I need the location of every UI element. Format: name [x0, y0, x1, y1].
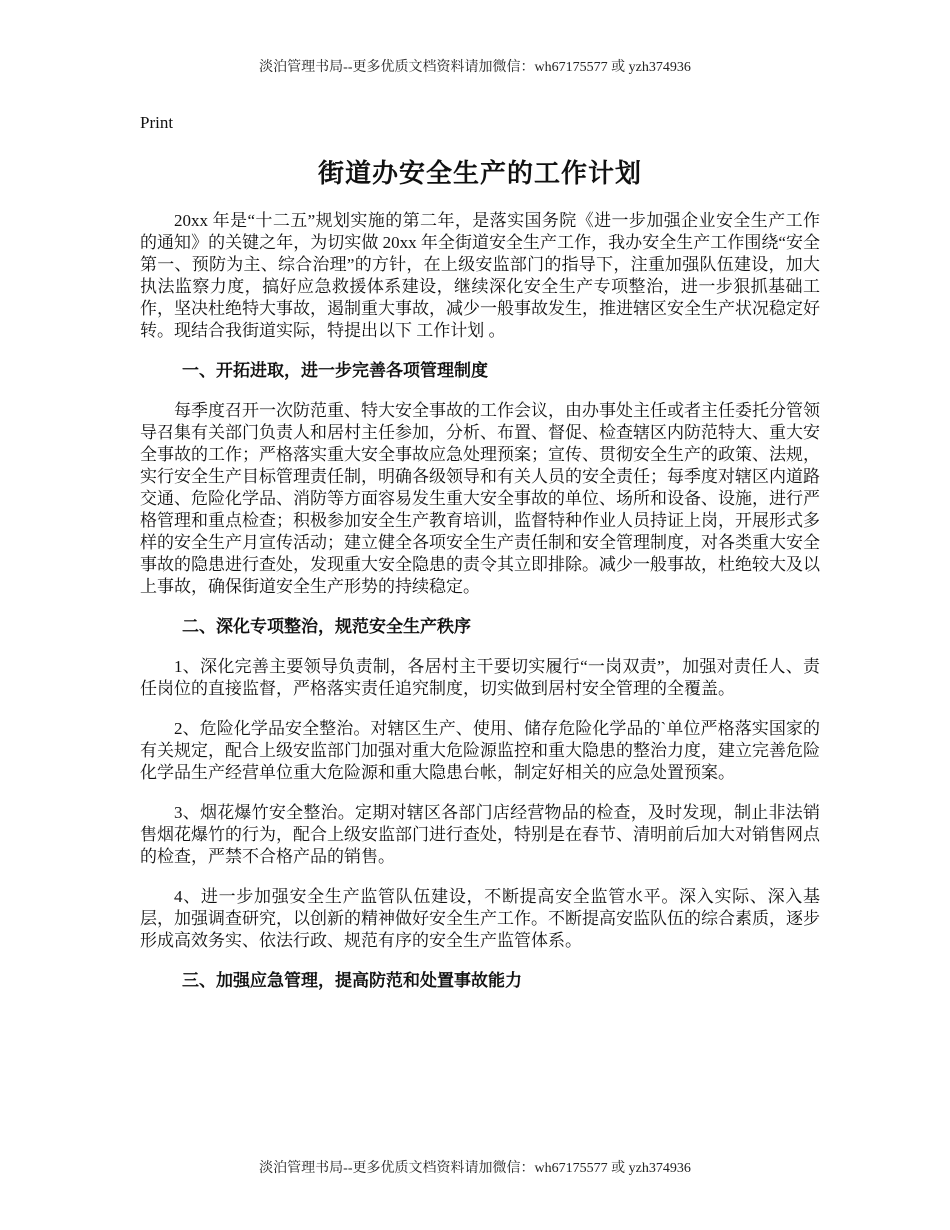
section-1-paragraph: 每季度召开一次防范重、特大安全事故的工作会议，由办事处主任或者主任委托分管领导召集有关部门负责人和居村主任参加，分析、布置、督促、检查辖区内防范特大、重大安全事故的工作；严格落实重大安全事故应急处理预案；宣传、贯彻安全生产的政策、法规，实行安全生产目标管理责任制，明确各级领导和有关人员的安全责任；每季度对辖区内道路交通、危险化学品、消防等方面容易发生重大安全事故的单位、场所和设备、设施，进行严格管理和重点检查；积极参加安全生产教育培训，监督特种作业人员持证上岗，开展形式多样的安全生产月宣传活动；建立健全各项安全生产责任制和安全管理制度，对各类重大安全事故的隐患进行查处，发现重大安全隐患的责令其立即排除。减少一般事故，杜绝较大及以上事故，确保街道安全生产形势的持续稳定。	[140, 401, 820, 596]
section-2-item-2: 2、危险化学品安全整治。对辖区生产、使用、储存危险化学品的`单位严格落实国家的有关规定，配合上级安监部门加强对重大危险源监控和重大隐患的整治力度，建立完善危险化学品生产经营单位重大危险源和重大隐患台帐，制定好相关的应急处置预案。	[140, 719, 820, 782]
intro-paragraph: 20xx 年是“十二五”规划实施的第二年，是落实国务院《进一步加强企业安全生产工作的通知》的关键之年，为切实做 20xx 年全街道安全生产工作，我办安全生产工作围绕“安全第一、预防为主、综合治理”的方针，在上级安监部门的指导下，注重加强队伍建设，加大执法监察力度，搞好应急救援体系建设，继续深化安全生产专项整治，进一步狠抓基础工作，坚决杜绝特大事故，遏制重大事故，减少一般事故发生，推进辖区安全生产状况稳定好转。现结合我街道实际，特提出以下 工作计划 。	[140, 211, 820, 340]
section-3-heading: 三、加强应急管理，提高防范和处置事故能力	[182, 971, 522, 990]
print-label: Print	[140, 113, 174, 132]
section-2-heading: 二、深化专项整治，规范安全生产秩序	[182, 617, 471, 636]
document-body	[140, 113, 820, 1010]
document-title: 街道办安全生产的工作计划	[317, 159, 642, 189]
page-header: 淡泊管理书局--更多优质文档资料请加微信：wh67175577 或 yzh374936	[259, 60, 691, 75]
section-1-heading: 一、开拓进取，进一步完善各项管理制度	[182, 361, 488, 380]
section-2-item-3: 3、烟花爆竹安全整治。定期对辖区各部门店经营物品的检查，及时发现，制止非法销售烟花爆竹的行为，配合上级安监部门进行查处，特别是在春节、清明前后加大对销售网点的检查，严禁不合格产品的销售。	[140, 803, 820, 866]
section-2-item-1: 1、深化完善主要领导负责制，各居村主干要切实履行“一岗双责”，加强对责任人、责任岗位的直接监督，严格落实责任追究制度，切实做到居村安全管理的全覆盖。	[140, 657, 820, 698]
section-2-item-4: 4、进一步加强安全生产监管队伍建设，不断提高安全监管水平。深入实际、深入基层，加强调查研究，以创新的精神做好安全生产工作。不断提高安监队伍的综合素质，逐步形成高效务实、依法行政、规范有序的安全生产监管体系。	[140, 887, 820, 950]
page-footer: 淡泊管理书局--更多优质文档资料请加微信：wh67175577 或 yzh374936	[259, 1161, 691, 1176]
